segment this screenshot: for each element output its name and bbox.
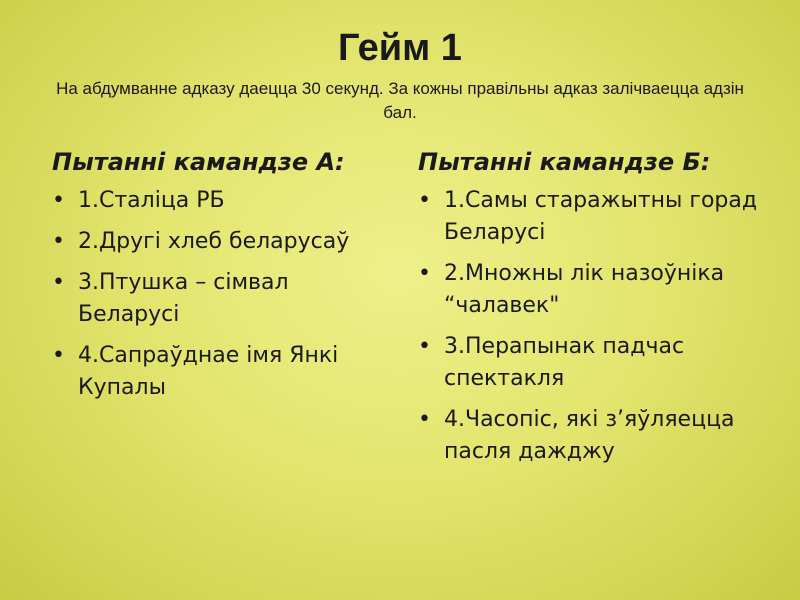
list-item bbox=[52, 340, 392, 404]
bullet-icon: • bbox=[418, 334, 431, 359]
list-item bbox=[52, 185, 392, 217]
question-text: 4.Сапраўднае імя Янкі Купалы bbox=[78, 343, 339, 400]
question-text: 1.Самы старажытны горад Беларусі bbox=[444, 188, 758, 245]
question-text: 2.Другі хлеб беларусаў bbox=[78, 229, 350, 254]
list-item bbox=[52, 226, 392, 258]
list-item bbox=[418, 404, 758, 468]
question-text: 3.Перапынак падчас спектакля bbox=[444, 334, 685, 391]
bullet-icon: • bbox=[52, 270, 65, 295]
question-text: 1.Сталіца РБ bbox=[78, 188, 225, 213]
question-text: 2.Множны лік назоўніка “чалавек" bbox=[444, 261, 725, 318]
team-b-heading: Пытанні камандзе Б: bbox=[418, 148, 711, 176]
team-b-questions bbox=[418, 145, 758, 477]
bullet-icon: • bbox=[52, 229, 65, 254]
bullet-icon: • bbox=[418, 407, 431, 432]
list-item bbox=[52, 267, 392, 331]
team-a-heading: Пытанні камандзе А: bbox=[52, 148, 345, 176]
bullet-icon: • bbox=[52, 343, 65, 368]
team-a-list bbox=[52, 185, 392, 404]
bullet-icon: • bbox=[52, 188, 65, 213]
question-text: 4.Часопіс, які з’яўляецца пасля дажджу bbox=[444, 407, 735, 464]
slide-title: Гейм 1 bbox=[338, 27, 462, 69]
list-item bbox=[418, 185, 758, 249]
list-item bbox=[418, 331, 758, 395]
team-a-questions bbox=[52, 145, 392, 413]
team-b-list bbox=[418, 185, 758, 468]
bullet-icon: • bbox=[418, 261, 431, 286]
question-text: 3.Птушка – сімвал Беларусі bbox=[78, 270, 289, 327]
slide-subtitle: На абдумванне адказу даецца 30 секунд. За кожны правільны адказ залічваецца адзін бал. bbox=[56, 79, 744, 122]
list-item bbox=[418, 258, 758, 322]
bullet-icon: • bbox=[418, 188, 431, 213]
